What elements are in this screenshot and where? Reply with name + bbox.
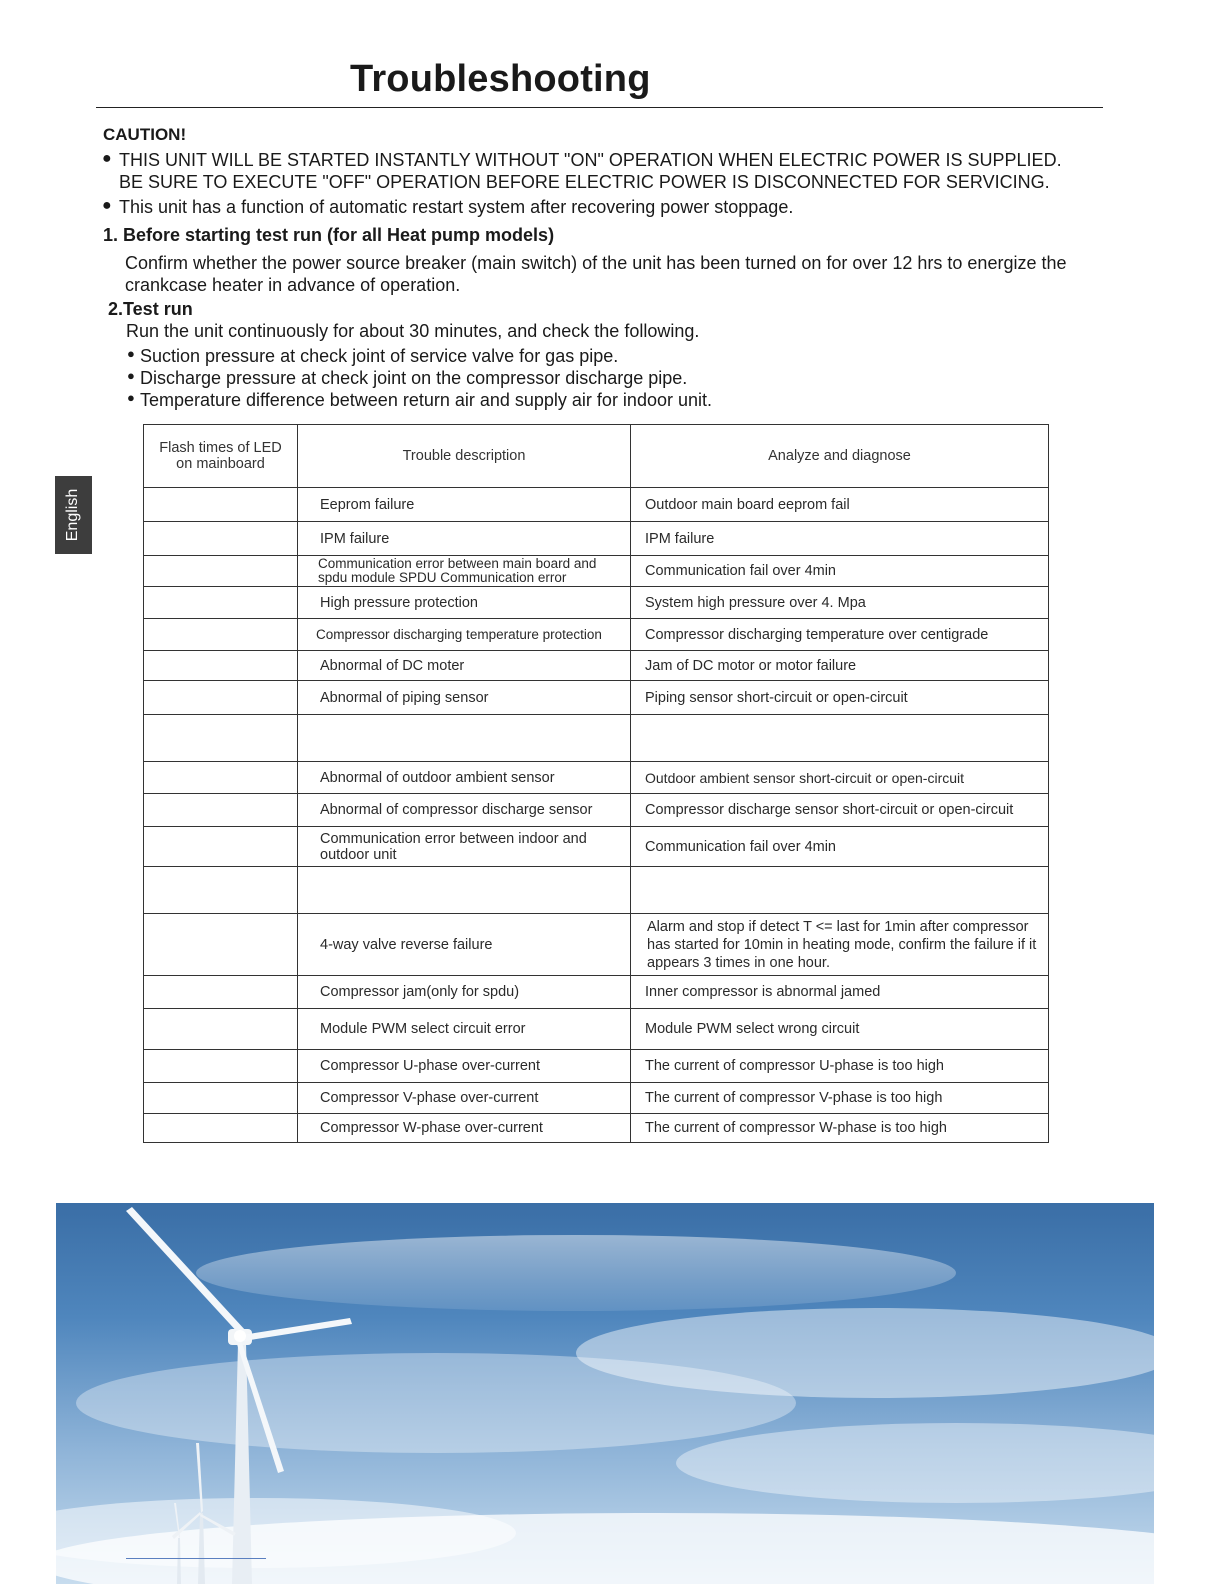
analysis-cell: Compressor discharging temperature over centigrade bbox=[631, 619, 1049, 651]
led-flash-cell bbox=[144, 522, 298, 556]
section1-heading: 1. Before starting test run (for all Heat pump models) bbox=[103, 225, 555, 245]
table-row bbox=[144, 1114, 1049, 1143]
wind-turbine-photo bbox=[56, 1203, 1154, 1584]
trouble-cell: Communication error between indoor and outdoor unit bbox=[298, 827, 631, 867]
table-row bbox=[144, 488, 1049, 522]
analysis-cell: Communication fail over 4min bbox=[631, 556, 1049, 587]
bullet-icon: ● bbox=[127, 368, 135, 383]
trouble-cell bbox=[298, 715, 631, 762]
led-flash-cell bbox=[144, 1083, 298, 1114]
analysis-cell: Inner compressor is abnormal jamed bbox=[631, 976, 1049, 1009]
trouble-cell: Module PWM select circuit error bbox=[298, 1009, 631, 1050]
analysis-cell: Communication fail over 4min bbox=[631, 827, 1049, 867]
led-flash-cell bbox=[144, 651, 298, 681]
trouble-cell: Communication error between main board and spdu module SPDU Communication error bbox=[298, 556, 631, 587]
table-row bbox=[144, 1050, 1049, 1083]
trouble-cell: Compressor jam(only for spdu) bbox=[298, 976, 631, 1009]
led-flash-cell bbox=[144, 619, 298, 651]
header-analysis: Analyze and diagnose bbox=[631, 425, 1049, 488]
language-tab-label: English bbox=[64, 488, 82, 542]
caution-heading: CAUTION! bbox=[103, 125, 187, 144]
analysis-cell: The current of compressor W-phase is too high bbox=[631, 1114, 1049, 1143]
analysis-cell: Piping sensor short-circuit or open-circuit bbox=[631, 681, 1049, 715]
caption-divider bbox=[126, 1558, 266, 1559]
led-flash-cell bbox=[144, 976, 298, 1009]
trouble-cell: Compressor V-phase over-current bbox=[298, 1083, 631, 1114]
bullet-icon: ● bbox=[127, 390, 135, 405]
bullet-icon: ● bbox=[127, 346, 135, 361]
header-led-flash bbox=[144, 425, 298, 488]
analysis-cell: The current of compressor U-phase is too high bbox=[631, 1050, 1049, 1083]
analysis-cell bbox=[631, 867, 1049, 914]
table-row bbox=[144, 619, 1049, 651]
trouble-cell: High pressure protection bbox=[298, 587, 631, 619]
table-row bbox=[144, 587, 1049, 619]
header-led-flash-line1: Flash times of LED bbox=[159, 440, 282, 456]
analysis-cell: The current of compressor V-phase is too high bbox=[631, 1083, 1049, 1114]
title-divider bbox=[96, 107, 1103, 108]
trouble-cell: Compressor W-phase over-current bbox=[298, 1114, 631, 1143]
analysis-cell: Compressor discharge sensor short-circuit or open-circuit bbox=[631, 794, 1049, 827]
trouble-cell bbox=[298, 867, 631, 914]
led-flash-cell bbox=[144, 587, 298, 619]
table-row bbox=[144, 794, 1049, 827]
led-flash-cell bbox=[144, 762, 298, 794]
analysis-cell: Outdoor main board eeprom fail bbox=[631, 488, 1049, 522]
trouble-cell: 4-way valve reverse failure bbox=[298, 914, 631, 976]
section1-line2: crankcase heater in advance of operation. bbox=[125, 275, 461, 295]
analysis-cell: Outdoor ambient sensor short-circuit or open-circuit bbox=[631, 762, 1049, 794]
led-flash-cell bbox=[144, 867, 298, 914]
test-item: Temperature difference between return air and supply air for indoor unit. bbox=[140, 390, 712, 410]
table-row bbox=[144, 762, 1049, 794]
caution-bullet1-line2: BE SURE TO EXECUTE "OFF" OPERATION BEFORE ELECTRIC POWER IS DISCONNECTED FOR SERVICING. bbox=[119, 172, 1050, 192]
table-row bbox=[144, 976, 1049, 1009]
table-row bbox=[144, 715, 1049, 762]
led-flash-cell bbox=[144, 681, 298, 715]
led-flash-cell bbox=[144, 794, 298, 827]
bullet-icon: ● bbox=[102, 150, 112, 167]
analysis-cell bbox=[631, 715, 1049, 762]
table-row bbox=[144, 1009, 1049, 1050]
table-row bbox=[144, 827, 1049, 867]
led-flash-cell bbox=[144, 556, 298, 587]
table-row bbox=[144, 867, 1049, 914]
led-flash-cell bbox=[144, 1009, 298, 1050]
analysis-cell: Jam of DC motor or motor failure bbox=[631, 651, 1049, 681]
test-item: Discharge pressure at check joint on the compressor discharge pipe. bbox=[140, 368, 688, 388]
led-flash-cell bbox=[144, 1050, 298, 1083]
caution-bullet2: This unit has a function of automatic restart system after recovering power stoppage. bbox=[119, 197, 794, 217]
header-led-flash-line2: on mainboard bbox=[176, 456, 265, 472]
trouble-cell: Abnormal of DC moter bbox=[298, 651, 631, 681]
bullet-icon: ● bbox=[102, 197, 112, 214]
table-row bbox=[144, 556, 1049, 587]
section2-heading: 2.Test run bbox=[108, 299, 193, 319]
trouble-cell: Compressor U-phase over-current bbox=[298, 1050, 631, 1083]
error-code-table bbox=[143, 424, 1049, 1143]
section2-intro: Run the unit continuously for about 30 minutes, and check the following. bbox=[126, 321, 700, 341]
trouble-cell: Abnormal of piping sensor bbox=[298, 681, 631, 715]
caution-bullet1-line1: THIS UNIT WILL BE STARTED INSTANTLY WITHOUT "ON" OPERATION WHEN ELECTRIC POWER IS SUPPLIED. bbox=[119, 150, 1062, 170]
header-trouble: Trouble description bbox=[298, 425, 631, 488]
analysis-cell: Alarm and stop if detect T <= last for 1min after compressor has started for 10min in heating mode, confirm the failure if it appears 3 times in one hour. bbox=[631, 914, 1049, 976]
analysis-cell: IPM failure bbox=[631, 522, 1049, 556]
analysis-cell: Module PWM select wrong circuit bbox=[631, 1009, 1049, 1050]
table-header-row bbox=[144, 425, 1049, 488]
led-flash-cell bbox=[144, 488, 298, 522]
table-row bbox=[144, 681, 1049, 715]
section1-line1: Confirm whether the power source breaker (main switch) of the unit has been turned on for over 12 hrs to energize the bbox=[125, 253, 1067, 273]
led-flash-cell bbox=[144, 715, 298, 762]
trouble-cell: IPM failure bbox=[298, 522, 631, 556]
trouble-cell: Eeprom failure bbox=[298, 488, 631, 522]
analysis-cell: System high pressure over 4. Mpa bbox=[631, 587, 1049, 619]
page-title: Troubleshooting bbox=[350, 58, 651, 100]
table-row bbox=[144, 1083, 1049, 1114]
table-row bbox=[144, 522, 1049, 556]
language-tab bbox=[55, 476, 92, 554]
test-item: Suction pressure at check joint of service valve for gas pipe. bbox=[140, 346, 619, 366]
table-row bbox=[144, 914, 1049, 976]
wind-turbine-illustration bbox=[56, 1203, 1154, 1584]
trouble-cell: Abnormal of outdoor ambient sensor bbox=[298, 762, 631, 794]
led-flash-cell bbox=[144, 1114, 298, 1143]
trouble-cell: Compressor discharging temperature protection bbox=[298, 619, 631, 651]
table-row bbox=[144, 651, 1049, 681]
led-flash-cell bbox=[144, 914, 298, 976]
trouble-cell: Abnormal of compressor discharge sensor bbox=[298, 794, 631, 827]
led-flash-cell bbox=[144, 827, 298, 867]
